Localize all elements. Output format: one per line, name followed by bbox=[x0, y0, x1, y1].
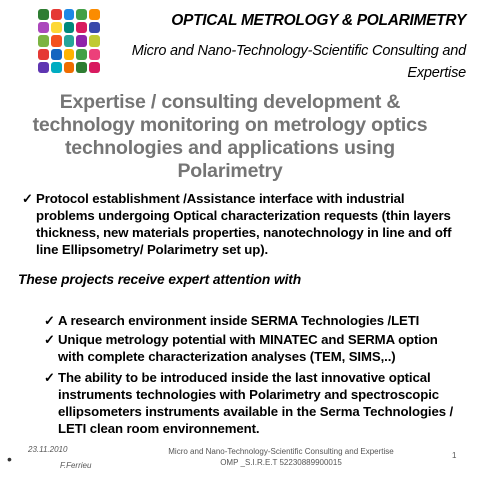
bullet-item-research bbox=[44, 312, 464, 329]
logo-tile bbox=[38, 62, 49, 73]
header-title: OPTICAL METROLOGY & POLARIMETRY bbox=[171, 12, 466, 29]
logo-tile bbox=[76, 49, 87, 60]
logo-tile bbox=[64, 22, 75, 33]
logo-tile bbox=[89, 9, 100, 20]
logo-tile bbox=[51, 9, 62, 20]
logo-tile bbox=[76, 35, 87, 46]
logo-tile bbox=[51, 62, 62, 73]
logo-tile bbox=[64, 62, 75, 73]
footer-author: F.Ferrieu bbox=[60, 461, 92, 470]
footer-date: 23.11.2010 bbox=[28, 445, 68, 454]
footer-company: Micro and Nano-Technology-Scientific Consulting and Expertise OMP _S.I.R.E.T 52230889900015 bbox=[168, 447, 394, 467]
logo-tile bbox=[38, 35, 49, 46]
logo-tile bbox=[51, 49, 62, 60]
header-subtitle: Micro and Nano-Technology-Scientific Consulting and Expertise bbox=[131, 43, 466, 81]
checkmark-icon: ✓ bbox=[44, 370, 55, 385]
checkmark-icon: ✓ bbox=[44, 332, 55, 347]
logo-tile bbox=[64, 35, 75, 46]
bullet-item-protocol bbox=[22, 190, 462, 258]
logo-tile bbox=[38, 22, 49, 33]
bullet-text: Unique metrology potential with MINATEC and SERMA option with complete characterization analyses (TEM, SIMS,..) bbox=[58, 332, 438, 364]
logo-tile bbox=[64, 49, 75, 60]
logo-tile bbox=[38, 49, 49, 60]
logo-tile bbox=[76, 22, 87, 33]
logo-tile bbox=[38, 9, 49, 20]
bullet-text: A research environment inside SERMA Technologies /LETI bbox=[58, 313, 420, 328]
main-heading: Expertise / consulting development & technology monitoring on metrology optics technologies and applications using Polarimetry bbox=[32, 91, 428, 182]
emphasis-line: These projects receive expert attention with bbox=[18, 272, 302, 287]
checkmark-icon: ✓ bbox=[44, 313, 55, 328]
logo-tile bbox=[89, 35, 100, 46]
logo-tile bbox=[51, 22, 62, 33]
bullet-text: The ability to be introduced inside the last innovative optical instruments technologies with Polarimetry and spectroscopic ellipsometers instruments available in the Serma Technologies / LETI clean room environnement. bbox=[58, 370, 454, 436]
footer-bullet: • bbox=[7, 451, 12, 467]
bullet-item-instruments bbox=[44, 369, 464, 437]
logo-tile bbox=[76, 62, 87, 73]
logo-tile bbox=[76, 9, 87, 20]
logo-tile bbox=[89, 49, 100, 60]
bullet-text: Protocol establishment /Assistance interface with industrial problems undergoing Optical characterization requests (thin layers thickness, new materials properties, nanotechnology in line and off line Ellipsometry/ Polarimetry set up). bbox=[36, 191, 452, 257]
bullet-item-metrology bbox=[44, 331, 464, 365]
logo-tile bbox=[64, 9, 75, 20]
logo-tile bbox=[89, 22, 100, 33]
page-number: 1 bbox=[452, 451, 457, 460]
checkmark-icon: ✓ bbox=[22, 191, 33, 206]
logo-tile bbox=[51, 35, 62, 46]
logo-tile bbox=[89, 62, 100, 73]
logo-mosaic bbox=[38, 9, 100, 73]
